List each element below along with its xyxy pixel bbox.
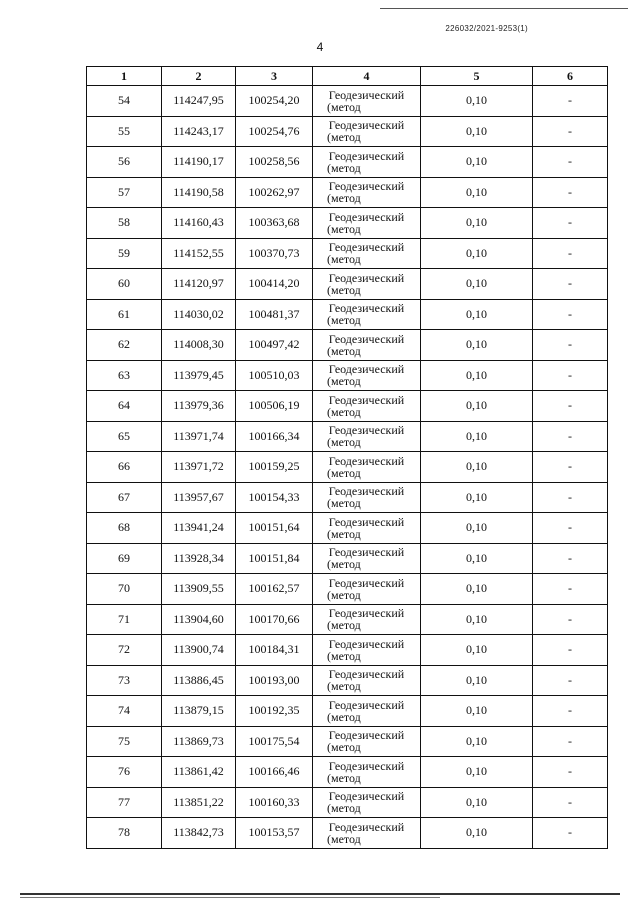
table-row	[87, 360, 608, 391]
table-row	[87, 543, 608, 574]
x-coordinate-cell: 114190,58	[162, 177, 236, 208]
method-line-1: Геодезический	[328, 270, 405, 285]
method-cell	[313, 452, 421, 483]
method-line-1: Геодезический	[328, 819, 405, 834]
column-header: 2	[162, 67, 236, 86]
method-cell	[313, 330, 421, 361]
table-row	[87, 116, 608, 147]
y-coordinate-cell: 100506,19	[236, 391, 313, 422]
point-number-cell: 67	[87, 482, 162, 513]
table-row	[87, 177, 608, 208]
page-number: 4	[316, 40, 324, 54]
point-number-cell: 65	[87, 421, 162, 452]
method-cell	[313, 635, 421, 666]
accuracy-cell: 0,10	[421, 513, 533, 544]
point-number-cell: 62	[87, 330, 162, 361]
note-cell: -	[533, 604, 608, 635]
accuracy-cell: 0,10	[421, 818, 533, 849]
point-number-cell: 57	[87, 177, 162, 208]
point-number-cell: 77	[87, 787, 162, 818]
point-number-cell: 54	[87, 86, 162, 117]
y-coordinate-cell: 100166,34	[236, 421, 313, 452]
method-line-2: (метод	[327, 343, 361, 358]
method-line-2: (метод	[327, 831, 361, 846]
note-cell: -	[533, 513, 608, 544]
x-coordinate-cell: 114030,02	[162, 299, 236, 330]
point-number-cell: 64	[87, 391, 162, 422]
point-number-cell: 70	[87, 574, 162, 605]
method-line-2: (метод	[327, 435, 361, 450]
x-coordinate-cell: 114243,17	[162, 116, 236, 147]
method-cell	[313, 391, 421, 422]
method-line-2: (метод	[327, 587, 361, 602]
method-line-2: (метод	[327, 618, 361, 633]
method-line-1: Геодезический	[328, 240, 405, 255]
x-coordinate-cell: 113941,24	[162, 513, 236, 544]
accuracy-cell: 0,10	[421, 391, 533, 422]
note-cell: -	[533, 86, 608, 117]
note-cell: -	[533, 177, 608, 208]
method-line-1: Геодезический	[328, 209, 405, 224]
table-row	[87, 238, 608, 269]
bottom-rule	[20, 893, 620, 895]
table-row	[87, 269, 608, 300]
accuracy-cell: 0,10	[421, 299, 533, 330]
note-cell: -	[533, 208, 608, 239]
method-line-1: Геодезический	[328, 575, 405, 590]
x-coordinate-cell: 113979,36	[162, 391, 236, 422]
method-cell	[313, 543, 421, 574]
method-cell	[313, 269, 421, 300]
table-row	[87, 330, 608, 361]
note-cell: -	[533, 391, 608, 422]
y-coordinate-cell: 100160,33	[236, 787, 313, 818]
table-row	[87, 147, 608, 178]
method-line-2: (метод	[327, 282, 361, 297]
method-cell	[313, 818, 421, 849]
accuracy-cell: 0,10	[421, 726, 533, 757]
y-coordinate-cell: 100258,56	[236, 147, 313, 178]
table-body	[87, 86, 608, 849]
x-coordinate-cell: 113900,74	[162, 635, 236, 666]
accuracy-cell: 0,10	[421, 86, 533, 117]
method-line-2: (метод	[327, 374, 361, 389]
method-line-1: Геодезический	[328, 453, 405, 468]
point-number-cell: 74	[87, 696, 162, 727]
table-row	[87, 818, 608, 849]
method-cell	[313, 360, 421, 391]
x-coordinate-cell: 113851,22	[162, 787, 236, 818]
method-cell	[313, 208, 421, 239]
accuracy-cell: 0,10	[421, 757, 533, 788]
point-number-cell: 59	[87, 238, 162, 269]
method-line-2: (метод	[327, 526, 361, 541]
point-number-cell: 68	[87, 513, 162, 544]
point-number-cell: 72	[87, 635, 162, 666]
column-header: 4	[313, 67, 421, 86]
method-line-2: (метод	[327, 496, 361, 511]
accuracy-cell: 0,10	[421, 635, 533, 666]
column-header: 5	[421, 67, 533, 86]
table-row	[87, 726, 608, 757]
y-coordinate-cell: 100262,97	[236, 177, 313, 208]
coordinates-table	[86, 66, 608, 849]
x-coordinate-cell: 113971,72	[162, 452, 236, 483]
accuracy-cell: 0,10	[421, 787, 533, 818]
note-cell: -	[533, 299, 608, 330]
method-cell	[313, 604, 421, 635]
method-line-1: Геодезический	[328, 87, 405, 102]
point-number-cell: 60	[87, 269, 162, 300]
x-coordinate-cell: 114160,43	[162, 208, 236, 239]
x-coordinate-cell: 113904,60	[162, 604, 236, 635]
y-coordinate-cell: 100510,03	[236, 360, 313, 391]
method-line-2: (метод	[327, 221, 361, 236]
top-rule	[380, 8, 628, 9]
method-cell	[313, 574, 421, 605]
table-row	[87, 452, 608, 483]
method-line-1: Геодезический	[328, 667, 405, 682]
method-line-1: Геодезический	[328, 423, 405, 438]
column-header: 1	[87, 67, 162, 86]
point-number-cell: 69	[87, 543, 162, 574]
accuracy-cell: 0,10	[421, 330, 533, 361]
method-line-2: (метод	[327, 191, 361, 206]
note-cell: -	[533, 818, 608, 849]
table-row	[87, 208, 608, 239]
note-cell: -	[533, 543, 608, 574]
method-line-2: (метод	[327, 160, 361, 175]
method-cell	[313, 726, 421, 757]
method-line-1: Геодезический	[328, 697, 405, 712]
accuracy-cell: 0,10	[421, 574, 533, 605]
note-cell: -	[533, 635, 608, 666]
point-number-cell: 73	[87, 665, 162, 696]
column-header: 6	[533, 67, 608, 86]
accuracy-cell: 0,10	[421, 177, 533, 208]
method-line-1: Геодезический	[328, 179, 405, 194]
point-number-cell: 61	[87, 299, 162, 330]
method-cell	[313, 116, 421, 147]
note-cell: -	[533, 726, 608, 757]
method-line-1: Геодезический	[328, 758, 405, 773]
method-cell	[313, 787, 421, 818]
note-cell: -	[533, 360, 608, 391]
y-coordinate-cell: 100193,00	[236, 665, 313, 696]
method-cell	[313, 513, 421, 544]
method-line-2: (метод	[327, 313, 361, 328]
note-cell: -	[533, 116, 608, 147]
x-coordinate-cell: 114190,17	[162, 147, 236, 178]
table-row	[87, 604, 608, 635]
method-cell	[313, 665, 421, 696]
method-cell	[313, 86, 421, 117]
y-coordinate-cell: 100363,68	[236, 208, 313, 239]
method-cell	[313, 299, 421, 330]
note-cell: -	[533, 757, 608, 788]
table-row	[87, 787, 608, 818]
method-line-1: Геодезический	[328, 331, 405, 346]
note-cell: -	[533, 269, 608, 300]
y-coordinate-cell: 100370,73	[236, 238, 313, 269]
point-number-cell: 78	[87, 818, 162, 849]
table-row	[87, 696, 608, 727]
point-number-cell: 76	[87, 757, 162, 788]
table-row	[87, 391, 608, 422]
method-cell	[313, 238, 421, 269]
x-coordinate-cell: 113861,42	[162, 757, 236, 788]
note-cell: -	[533, 330, 608, 361]
accuracy-cell: 0,10	[421, 482, 533, 513]
method-line-2: (метод	[327, 679, 361, 694]
y-coordinate-cell: 100192,35	[236, 696, 313, 727]
column-header: 3	[236, 67, 313, 86]
note-cell: -	[533, 421, 608, 452]
document-id: 226032/2021-9253(1)	[445, 24, 528, 33]
point-number-cell: 58	[87, 208, 162, 239]
accuracy-cell: 0,10	[421, 360, 533, 391]
method-line-1: Геодезический	[328, 392, 405, 407]
note-cell: -	[533, 238, 608, 269]
y-coordinate-cell: 100159,25	[236, 452, 313, 483]
x-coordinate-cell: 113879,15	[162, 696, 236, 727]
y-coordinate-cell: 100497,42	[236, 330, 313, 361]
accuracy-cell: 0,10	[421, 604, 533, 635]
method-line-2: (метод	[327, 801, 361, 816]
y-coordinate-cell: 100481,37	[236, 299, 313, 330]
y-coordinate-cell: 100254,20	[236, 86, 313, 117]
method-line-2: (метод	[327, 130, 361, 145]
table-row	[87, 574, 608, 605]
method-line-2: (метод	[327, 709, 361, 724]
method-line-1: Геодезический	[328, 362, 405, 377]
note-cell: -	[533, 787, 608, 818]
y-coordinate-cell: 100162,57	[236, 574, 313, 605]
method-line-1: Геодезический	[328, 606, 405, 621]
accuracy-cell: 0,10	[421, 421, 533, 452]
method-cell	[313, 482, 421, 513]
note-cell: -	[533, 147, 608, 178]
accuracy-cell: 0,10	[421, 269, 533, 300]
x-coordinate-cell: 113971,74	[162, 421, 236, 452]
accuracy-cell: 0,10	[421, 147, 533, 178]
note-cell: -	[533, 574, 608, 605]
method-line-1: Геодезический	[328, 118, 405, 133]
method-line-1: Геодезический	[328, 545, 405, 560]
y-coordinate-cell: 100175,54	[236, 726, 313, 757]
table-row	[87, 665, 608, 696]
x-coordinate-cell: 113869,73	[162, 726, 236, 757]
point-number-cell: 71	[87, 604, 162, 635]
table-row	[87, 299, 608, 330]
x-coordinate-cell: 114008,30	[162, 330, 236, 361]
method-cell	[313, 147, 421, 178]
accuracy-cell: 0,10	[421, 208, 533, 239]
method-line-1: Геодезический	[328, 789, 405, 804]
method-cell	[313, 696, 421, 727]
y-coordinate-cell: 100151,64	[236, 513, 313, 544]
point-number-cell: 63	[87, 360, 162, 391]
table-header-row	[87, 67, 608, 86]
accuracy-cell: 0,10	[421, 116, 533, 147]
bottom-rule-secondary	[20, 897, 440, 898]
table-row	[87, 482, 608, 513]
table-row	[87, 757, 608, 788]
accuracy-cell: 0,10	[421, 543, 533, 574]
note-cell: -	[533, 452, 608, 483]
y-coordinate-cell: 100170,66	[236, 604, 313, 635]
y-coordinate-cell: 100153,57	[236, 818, 313, 849]
x-coordinate-cell: 113842,73	[162, 818, 236, 849]
y-coordinate-cell: 100254,76	[236, 116, 313, 147]
method-cell	[313, 421, 421, 452]
method-line-1: Геодезический	[328, 514, 405, 529]
table-row	[87, 86, 608, 117]
x-coordinate-cell: 113979,45	[162, 360, 236, 391]
method-line-2: (метод	[327, 465, 361, 480]
point-number-cell: 66	[87, 452, 162, 483]
method-line-2: (метод	[327, 770, 361, 785]
x-coordinate-cell: 113886,45	[162, 665, 236, 696]
method-line-1: Геодезический	[328, 728, 405, 743]
method-line-1: Геодезический	[328, 148, 405, 163]
point-number-cell: 75	[87, 726, 162, 757]
point-number-cell: 55	[87, 116, 162, 147]
method-cell	[313, 757, 421, 788]
method-line-1: Геодезический	[328, 301, 405, 316]
method-line-2: (метод	[327, 740, 361, 755]
accuracy-cell: 0,10	[421, 452, 533, 483]
method-line-2: (метод	[327, 252, 361, 267]
note-cell: -	[533, 482, 608, 513]
method-line-2: (метод	[327, 648, 361, 663]
x-coordinate-cell: 114152,55	[162, 238, 236, 269]
y-coordinate-cell: 100166,46	[236, 757, 313, 788]
method-cell	[313, 177, 421, 208]
table-row	[87, 513, 608, 544]
accuracy-cell: 0,10	[421, 696, 533, 727]
x-coordinate-cell: 113928,34	[162, 543, 236, 574]
x-coordinate-cell: 114120,97	[162, 269, 236, 300]
method-line-2: (метод	[327, 99, 361, 114]
note-cell: -	[533, 696, 608, 727]
x-coordinate-cell: 113909,55	[162, 574, 236, 605]
x-coordinate-cell: 113957,67	[162, 482, 236, 513]
table-row	[87, 421, 608, 452]
y-coordinate-cell: 100414,20	[236, 269, 313, 300]
note-cell: -	[533, 665, 608, 696]
method-line-1: Геодезический	[328, 636, 405, 651]
y-coordinate-cell: 100154,33	[236, 482, 313, 513]
accuracy-cell: 0,10	[421, 665, 533, 696]
x-coordinate-cell: 114247,95	[162, 86, 236, 117]
method-line-2: (метод	[327, 404, 361, 419]
table-row	[87, 635, 608, 666]
method-line-2: (метод	[327, 557, 361, 572]
accuracy-cell: 0,10	[421, 238, 533, 269]
y-coordinate-cell: 100151,84	[236, 543, 313, 574]
method-line-1: Геодезический	[328, 484, 405, 499]
y-coordinate-cell: 100184,31	[236, 635, 313, 666]
point-number-cell: 56	[87, 147, 162, 178]
